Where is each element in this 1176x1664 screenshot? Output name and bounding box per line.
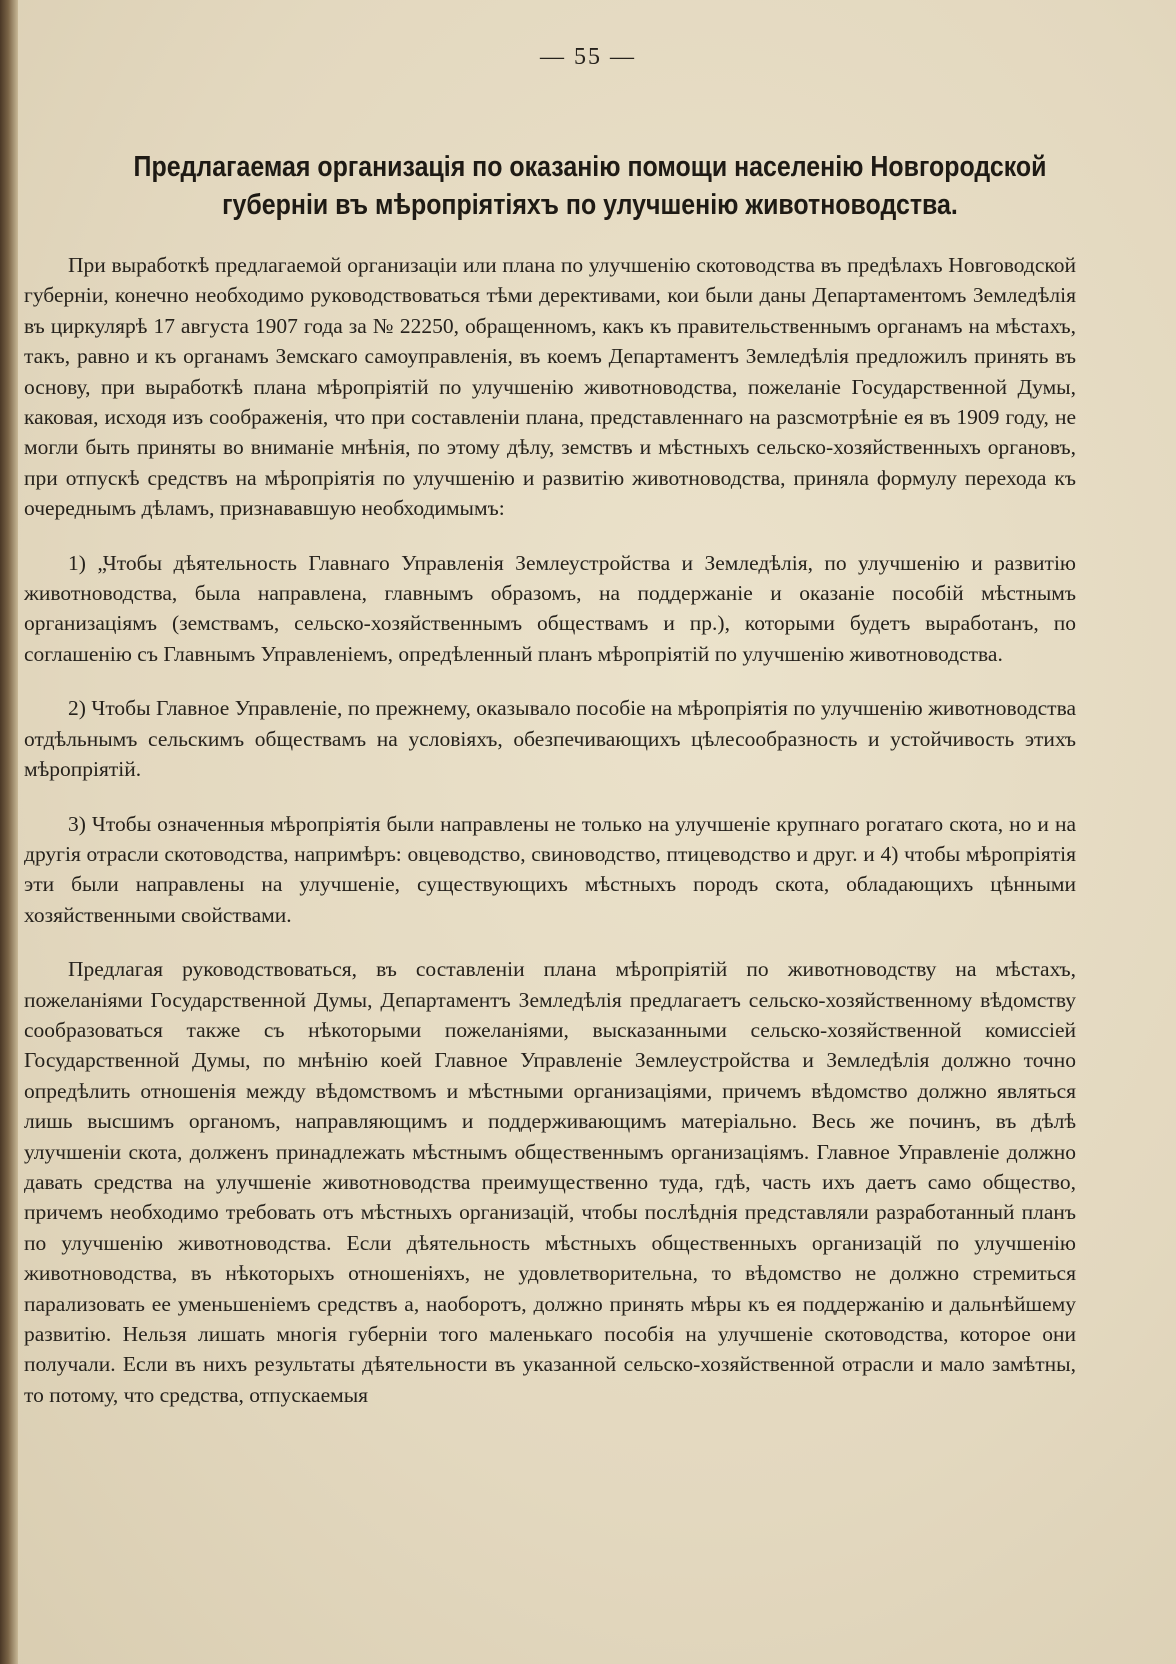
title-line-1: Предлагаемая организація по оказанію помощи населенію Новгородской (133, 151, 1047, 183)
book-binding-edge (0, 0, 18, 1664)
paragraph-point-1: 1) „Чтобы дѣятельность Главнаго Управленія Землеустройства и Земледѣлія, по улучшенію и развитію животноводства, была направлена, главнымъ образомъ, на поддержаніе и оказаніе пособій мѣстнымъ организаціямъ (земствамъ, сельско-хозяйственнымъ обществамъ и пр.), которыми будетъ выработанъ, по соглашенію съ Главнымъ Управленіемъ, опредѣленный планъ мѣропріятій по улучшенію животноводства. (24, 550, 1076, 666)
paragraph-intro: При выработкѣ предлагаемой организаціи или плана по улучшенію скотоводства въ предѣлахъ Новговодской губерніи, конечно необходимо руководствоваться тѣми дерективами, кои были даны Департаментомъ Земледѣлія въ циркулярѣ 17 августа 1907 года за № 22250, обращенномъ, какъ къ правительственнымъ органамъ на мѣстахъ, такъ, равно и къ органамъ Земскаго самоуправленія, въ коемъ Департаментъ Земледѣлія предложилъ принять въ основу, при выработкѣ плана мѣропріятій по улучшенію животноводства, пожеланіе Государственной Думы, каковая, исходя изъ соображенія, что при составленіи плана, представленнаго на разсмотрѣніе ея въ 1909 году, не могли быть приняты во вниманіе мнѣнія, по этому дѣлу, земствъ и мѣстныхъ сельско-хозяйственныхъ органовъ, при отпускѣ средствъ на мѣропріятія по улучшенію и развитію животноводства, приняла формулу перехода къ очереднымъ дѣламъ, признававшую необходимымъ: (24, 253, 1076, 521)
paragraph-point-2: 2) Чтобы Главное Управленіе, по прежнему, оказывало пособіе на мѣропріятія по улучшенію животноводства отдѣльнымъ сельскимъ обществамъ на условіяхъ, обезпечивающихъ цѣлесообразность и устойчивость этихъ мѣропріятій. (24, 696, 1076, 782)
title-line-2: губерніи въ мѣропріятіяхъ по улучшенію животноводства. (222, 189, 958, 221)
page-number: — 55 — (540, 44, 636, 70)
body-text (24, 250, 1076, 1410)
paragraph-proposal: Предлагая руководствоваться, въ составленіи плана мѣропріятій по животноводству на мѣстахъ, пожеланіями Государственной Думы, Департаментъ Земледѣлія предлагаетъ сельско-хозяйственному вѣдомству сообразоваться также съ нѣкоторыми пожеланіями, высказанными сельско-хозяйственной комиссіей Государственной Думы, по мнѣнію коей Главное Управленіе Землеустройства и Земледѣлія должно точно опредѣлить отношенія между вѣдомствомъ и мѣстными организаціями, причемъ вѣдомство должно являться лишь высшимъ органомъ, направляющимъ и поддерживающимъ матеріально. Весь же починъ, въ дѣлѣ улучшеніи скота, долженъ принадлежать мѣстнымъ общественнымъ организаціямъ. Главное Управленіе должно давать средства на улучшеніе животноводства преимущественно туда, гдѣ, часть ихъ даетъ само общество, причемъ необходимо требовать отъ мѣстныхъ организацій, чтобы послѣднія представляли разработанный планъ по улучшенію животноводства. Если дѣятельность мѣстныхъ общественныхъ организацій по улучшенію животноводства, въ нѣкоторыхъ отношеніяхъ, не удовлетворительна, то вѣдомство не должно стремиться парализовать ее уменьшеніемъ средствъ а, наоборотъ, должно принять мѣры къ ея поддержанію и дальнѣйшему развитію. Нельзя лишать многія губерніи того маленькаго пособія на улучшеніе скотоводства, которое они получали. Если въ нихъ результаты дѣятельности въ указанной сельско-хозяйственной отрасли и мало замѣтны, то потому, что средства, отпускаемыя (24, 957, 1076, 1407)
paragraph-point-3-4: 3) Чтобы означенныя мѣропріятія были направлены не только на улучшеніе крупнаго рогатаго скота, но и на другія отрасли скотоводства, напримѣръ: овцеводство, свиноводство, птицеводство и друг. и 4) чтобы мѣропріятія эти были направлены на улучшеніе, существующихъ мѣстныхъ породъ скота, обладающихъ цѣнными хозяйственными свойствами. (24, 811, 1076, 927)
page-title (108, 148, 1071, 224)
